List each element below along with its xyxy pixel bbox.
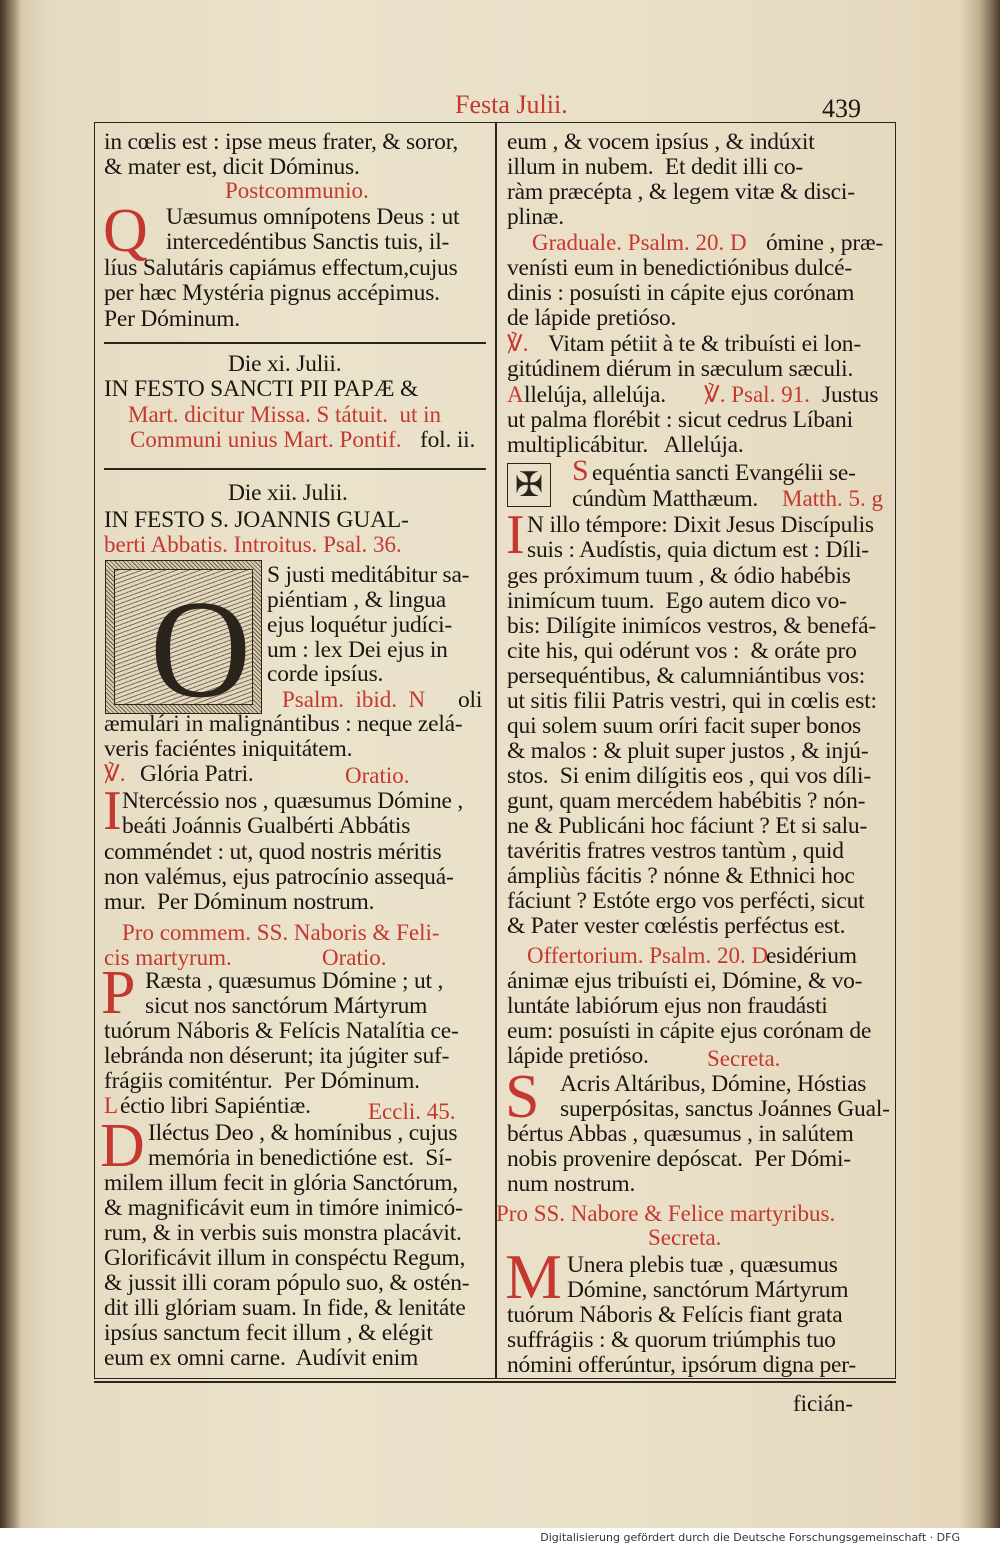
credit-text: Digitalisierung gefördert durch die Deutsche Forschungsgemeinschaft · DFG (540, 1531, 960, 1544)
day-heading: Die xi. Julii. (228, 351, 342, 377)
right-line: Unera plebis tuæ , quæsumus (567, 1252, 838, 1278)
right-line: ámpliùs fácitis ? nónne & Ethnici hoc (507, 863, 855, 889)
right-line: ut sitis filii Patris vestri, qui in cœlis est: (507, 688, 877, 714)
woodcut-initial (105, 560, 262, 727)
feast-heading: IN FESTO SANCTI PII PAPÆ & (104, 376, 419, 402)
left-line: milem illum fecit in glória Sanctórum, (104, 1170, 458, 1196)
left-line: sicut nos sanctórum Mártyrum (145, 993, 428, 1019)
oratio-heading: Oratio. (322, 945, 387, 970)
left-line: per hæc Mystéria pignus accépimus. (104, 280, 440, 306)
right-line: tavéritis fratres vestros tantùm , quid (507, 838, 844, 864)
right-line: fáciunt ? Estóte ergo vos perfécti, sicut (507, 888, 865, 914)
left-line: memória in benedictióne est. Sí- (148, 1145, 453, 1171)
right-line: num nostrum. (507, 1171, 636, 1197)
left-line: intercedéntibus Sanctis tuis, il- (166, 229, 450, 255)
left-line: Glorificávit illum in conspéctu Regum, (104, 1245, 466, 1271)
right-line: multiplicábitur. Allelúja. (507, 432, 744, 458)
right-line: suffrágiis : & quorum triúmphis tuo (507, 1327, 836, 1353)
right-line: Vitam pétiit à te & tribuísti ei lon- (548, 331, 861, 357)
right-line: inimícum tuum. Ego autem dico vo- (507, 588, 847, 614)
right-line: bértus Abbas , quæsumus , in salútem (507, 1121, 854, 1147)
right-line: lápide pretióso. (507, 1043, 649, 1069)
right-line: cite his, qui odérunt vos : & oráte pro (507, 638, 857, 664)
right-line: venísti eum in benedictiónibus dulcé- (507, 255, 853, 281)
woodcut-scene (114, 569, 253, 727)
right-line: qui solem suum oríri facit super bonos (507, 713, 861, 739)
drop-cap-i: I (103, 780, 122, 842)
catchword: ficián- (793, 1391, 854, 1416)
right-line: superpósitas, sanctus Joánnes Gual- (560, 1096, 890, 1122)
left-line: líus Salutáris capiámus effectum,cujus (104, 255, 458, 281)
right-line: bis: Dilígite inimícos vestros, & benefá- (507, 613, 877, 639)
offertorium-rubric: Offertorium. Psalm. 20. D (527, 943, 769, 968)
right-line: ne & Publicáni hoc fáciunt ? Et si salu- (507, 813, 868, 839)
lectio-initial: L (104, 1093, 119, 1118)
right-line: ges próximum tuum , & ódio habébis (507, 563, 851, 589)
right-line: & malos : & pluit super justos , & injú- (507, 738, 869, 764)
right-line: Acris Altáribus, Dómine, Hóstias (560, 1071, 867, 1097)
drop-cap-s: S (505, 1063, 540, 1131)
right-line: plinæ. (507, 204, 564, 230)
secreta-heading: Secreta. (648, 1225, 722, 1250)
left-line: S justi meditábitur sa- (267, 562, 470, 588)
day-heading: Die xii. Julii. (228, 480, 348, 506)
right-line: Dómine, sanctórum Mártyrum (567, 1277, 849, 1303)
right-line: esidérium (766, 943, 857, 969)
right-line: ómine , præ- (766, 230, 884, 256)
postcommunio-heading: Postcommunio. (225, 178, 369, 203)
psalm-rubric: ℣. Psal. 91. (704, 382, 810, 407)
right-line: cúndùm Matthæum. (572, 486, 759, 512)
left-line: Per Dóminum. (104, 306, 240, 332)
section-rule (104, 342, 486, 344)
left-line: æmulári in malignántibus : neque zelá- (104, 711, 463, 737)
left-line: corde ipsíus. (267, 661, 384, 687)
right-line: llelúja, allelúja. (524, 382, 666, 408)
left-line: Uæsumus omnípotens Deus : ut (166, 204, 460, 230)
right-line: gunt, quam mercédem habébitis ? nón- (507, 788, 866, 814)
right-line: nobis provenire depóscat. Per Dómi- (507, 1146, 851, 1172)
psalm-rubric: Psalm. ibid. N (282, 687, 426, 712)
drop-cap-d: D (100, 1112, 145, 1180)
column-divider (495, 122, 497, 1379)
left-line: & magnificávit eum in timóre inimicó- (104, 1195, 463, 1221)
left-line: eum ex omni carne. Audívit enim (104, 1345, 419, 1371)
left-line: veris faciéntes iniquitátem. (104, 736, 353, 762)
drop-cap-m: M (505, 1241, 562, 1312)
left-line: comméndet : ut, quod nostris méritis (104, 839, 442, 865)
left-line: Iléctus Deo , & homínibus , cujus (148, 1120, 458, 1146)
secreta-heading: Secreta. (707, 1046, 781, 1071)
left-line: & jussit illi coram pópulo suo, & ostén- (104, 1270, 470, 1296)
introitus-rubric: berti Abbatis. Introitus. Psal. 36. (104, 532, 402, 557)
gutter-shadow (0, 0, 22, 1547)
cross-ornament-icon: ✠ (507, 463, 551, 507)
drop-cap-q: Q (103, 197, 148, 265)
right-line: nómini offerúntur, ipsórum digna per- (507, 1352, 857, 1378)
section-rule (104, 468, 486, 470)
left-line: Glória Patri. (140, 761, 254, 787)
right-line: ràm præcépta , & legem vitæ & disci- (507, 179, 855, 205)
feast-rubric: Communi unius Mart. Pontif. (130, 427, 402, 452)
right-line: ánimæ ejus tribuísti ei, Dómine, & vo- (507, 968, 863, 994)
left-line: Ræsta , quæsumus Dómine ; ut , (145, 968, 444, 994)
left-line: & mater est, dicit Dóminus. (104, 154, 360, 180)
right-line: gitúdinem diérum in sæculum sæculi. (507, 356, 854, 382)
left-line: um : lex Dei ejus in (267, 637, 448, 663)
right-line: eum: posuísti in cápite ejus corónam de (507, 1018, 872, 1044)
right-line: tuórum Náboris & Felícis fiant grata (507, 1302, 843, 1328)
right-line: luntáte labiórum ejus non fraudásti (507, 993, 828, 1019)
left-line: ejus loquétur judíci- (267, 612, 453, 638)
gospel-reference: Matth. 5. g (782, 486, 883, 511)
commemoration-rubric: Pro commem. SS. Naboris & Feli- (122, 920, 440, 945)
right-line: & Pater vester cœléstis perféctus est. (507, 913, 846, 939)
lectio-heading: éctio libri Sapiéntiæ. (120, 1093, 311, 1119)
left-line: non valémus, ejus patrocínio assequá- (104, 864, 454, 890)
drop-cap-i: I (506, 504, 525, 566)
drop-cap-p: P (101, 959, 136, 1027)
left-line: ipsíus sanctum fecit illum , & elégit (104, 1320, 433, 1346)
folio-reference: fol. ii. (420, 427, 476, 453)
right-line: illum in nubem. Et dedit illi co- (507, 154, 804, 180)
oratio-heading: Oratio. (345, 763, 410, 788)
right-line: ut palma florébit : sicut cedrus Líbani (507, 407, 853, 433)
graduale-rubric: Graduale. Psalm. 20. D (532, 230, 747, 255)
left-line: oli (458, 687, 483, 713)
left-line: rum, & in verbis suis monstra placávit. (104, 1220, 462, 1246)
right-line: equéntia sancti Evangélii se- (592, 460, 856, 486)
left-line: lebránda non déserunt; ita júgiter suf- (104, 1043, 450, 1069)
left-line: frágiis comiténtur. Per Dóminum. (104, 1068, 420, 1094)
right-line: N illo témpore: Dixit Jesus Discípulis (527, 512, 874, 538)
left-line: piéntiam , & lingua (267, 587, 446, 613)
left-line: mur. Per Dóminum nostrum. (104, 889, 375, 915)
versicle-mark: ℣. (507, 331, 529, 356)
left-line: in cœlis est : ipse meus frater, & soror, (104, 129, 459, 155)
left-line: tuórum Náboris & Felícis Natalítia ce- (104, 1018, 459, 1044)
sequence-initial: S (572, 454, 589, 487)
alleluia-initial: A (507, 382, 524, 407)
left-line: beáti Joánnis Gualbérti Abbátis (122, 813, 411, 839)
feast-heading: IN FESTO S. JOANNIS GUAL- (104, 507, 409, 533)
right-line: eum , & vocem ipsíus , & indúxit (507, 129, 815, 155)
page-number: 439 (822, 94, 861, 123)
commemoration-rubric: cis martyrum. (104, 945, 232, 970)
feast-rubric: Mart. dicitur Missa. S tátuit. ut in (128, 402, 442, 427)
commemoration-rubric: Pro SS. Nabore & Felice martyribus. (496, 1201, 836, 1226)
right-line: stos. Si enim dilígitis eos , qui vos díli- (507, 763, 871, 789)
left-line: Ntercéssio nos , quæsumus Dómine , (122, 788, 464, 814)
right-line: Justus (822, 382, 879, 408)
lectio-reference: Eccli. 45. (368, 1099, 456, 1124)
right-line: de lápide pretióso. (507, 305, 677, 331)
digitization-credit (0, 1528, 1000, 1547)
woodcut-letter: O (150, 572, 252, 727)
bottom-rule (94, 1381, 896, 1383)
left-line: dit illi glóriam suam. In fide, & lenitáte (104, 1295, 466, 1321)
right-line: suis : Audístis, quia dictum est : Díli- (527, 537, 869, 563)
running-title: Festa Julii. (455, 90, 568, 119)
versicle-mark: ℣. (104, 761, 126, 786)
right-line: persequéntibus, & calumniántibus vos: (507, 663, 866, 689)
right-line: dinis : posuísti in cápite ejus corónam (507, 280, 855, 306)
